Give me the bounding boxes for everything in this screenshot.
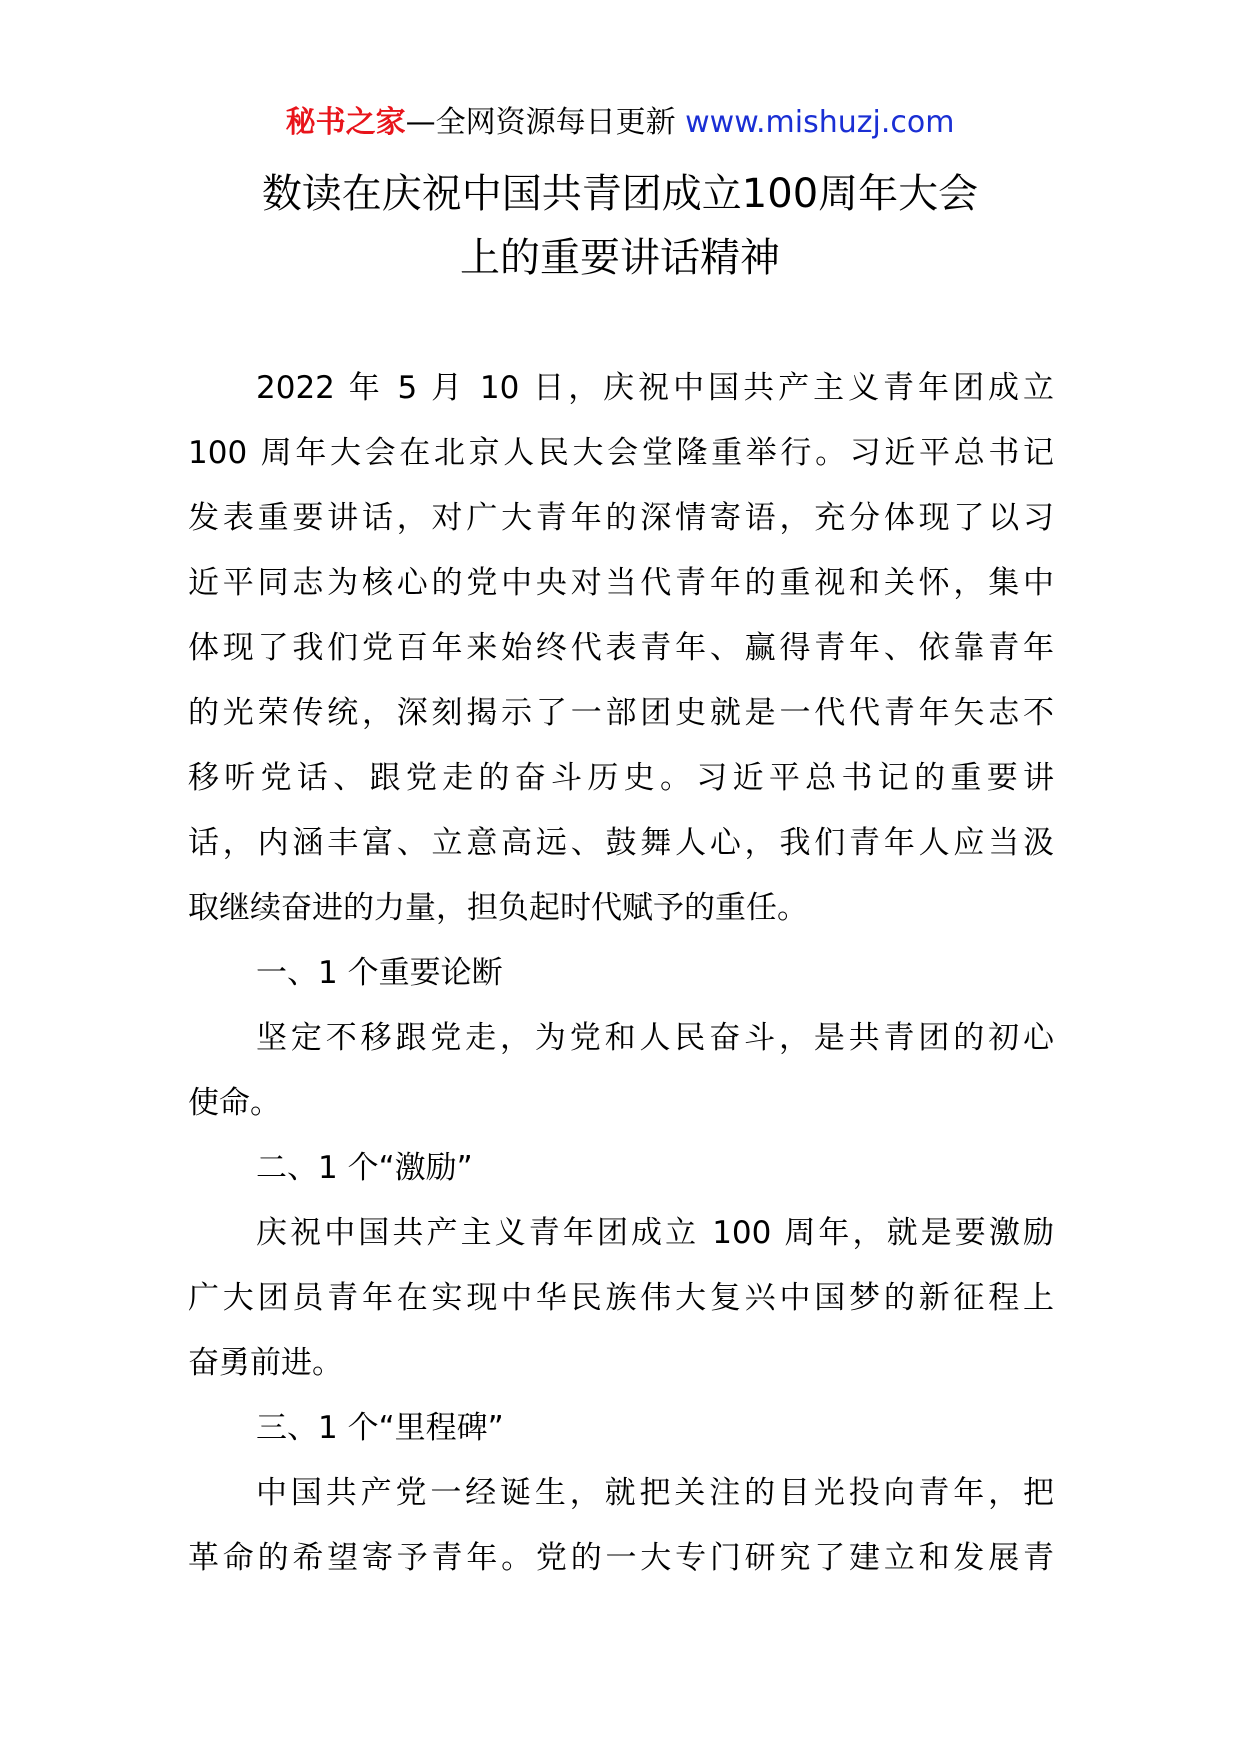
paragraph-line: 2022 年 5 月 10 日，庆祝中国共产主义青年团成立 <box>256 370 1054 406</box>
paragraph-line: 的光荣传统，深刻揭示了一部团史就是一代代青年矢志不 <box>188 695 1054 731</box>
paragraph-line: 奋勇前进。 <box>188 1345 343 1381</box>
paragraph-line: 庆祝中国共产主义青年团成立 100 周年，就是要激励 <box>256 1215 1054 1251</box>
site-header <box>0 100 1240 146</box>
paragraph-line: 广大团员青年在实现中华民族伟大复兴中国梦的新征程上 <box>188 1280 1054 1316</box>
paragraph-line: 话，内涵丰富、立意高远、鼓舞人心，我们青年人应当汲 <box>188 825 1054 861</box>
site-brand: 秘书之家 <box>285 105 406 140</box>
paragraph-line: 坚定不移跟党走，为党和人民奋斗，是共青团的初心 <box>256 1020 1054 1056</box>
site-url-link[interactable]: www.mishuzj.com <box>685 105 955 140</box>
document-body <box>188 356 1054 1591</box>
paragraph-line: 革命的希望寄予青年。党的一大专门研究了建立和发展青 <box>188 1540 1054 1576</box>
title-line-1: 数读在庆祝中国共青团成立100周年大会 <box>261 171 979 217</box>
paragraph-line: 移听党话、跟党走的奋斗历史。习近平总书记的重要讲 <box>188 760 1054 796</box>
paragraph-line: 发表重要讲话，对广大青年的深情寄语，充分体现了以习 <box>188 500 1054 536</box>
paragraph-line: 中国共产党一经诞生，就把关注的目光投向青年，把 <box>256 1475 1054 1511</box>
paragraph-line: 体现了我们党百年来始终代表青年、赢得青年、依靠青年 <box>188 630 1054 666</box>
paragraph-line: 100 周年大会在北京人民大会堂隆重举行。习近平总书记 <box>188 435 1054 471</box>
header-separator: — <box>405 105 436 140</box>
site-slogan: 全网资源每日更新 <box>435 105 676 140</box>
section-heading-2: 二、1 个“激励” <box>256 1150 473 1186</box>
paragraph-line: 使命。 <box>188 1085 281 1121</box>
paragraph-line: 取继续奋进的力量，担负起时代赋予的重任。 <box>188 890 808 926</box>
paragraph-line: 近平同志为核心的党中央对当代青年的重视和关怀，集中 <box>188 565 1054 601</box>
section-heading-1: 一、1 个重要论断 <box>256 955 503 991</box>
title-line-2: 上的重要讲话精神 <box>460 235 780 281</box>
section-heading-3: 三、1 个“里程碑” <box>256 1410 504 1446</box>
document-title <box>150 162 1090 290</box>
